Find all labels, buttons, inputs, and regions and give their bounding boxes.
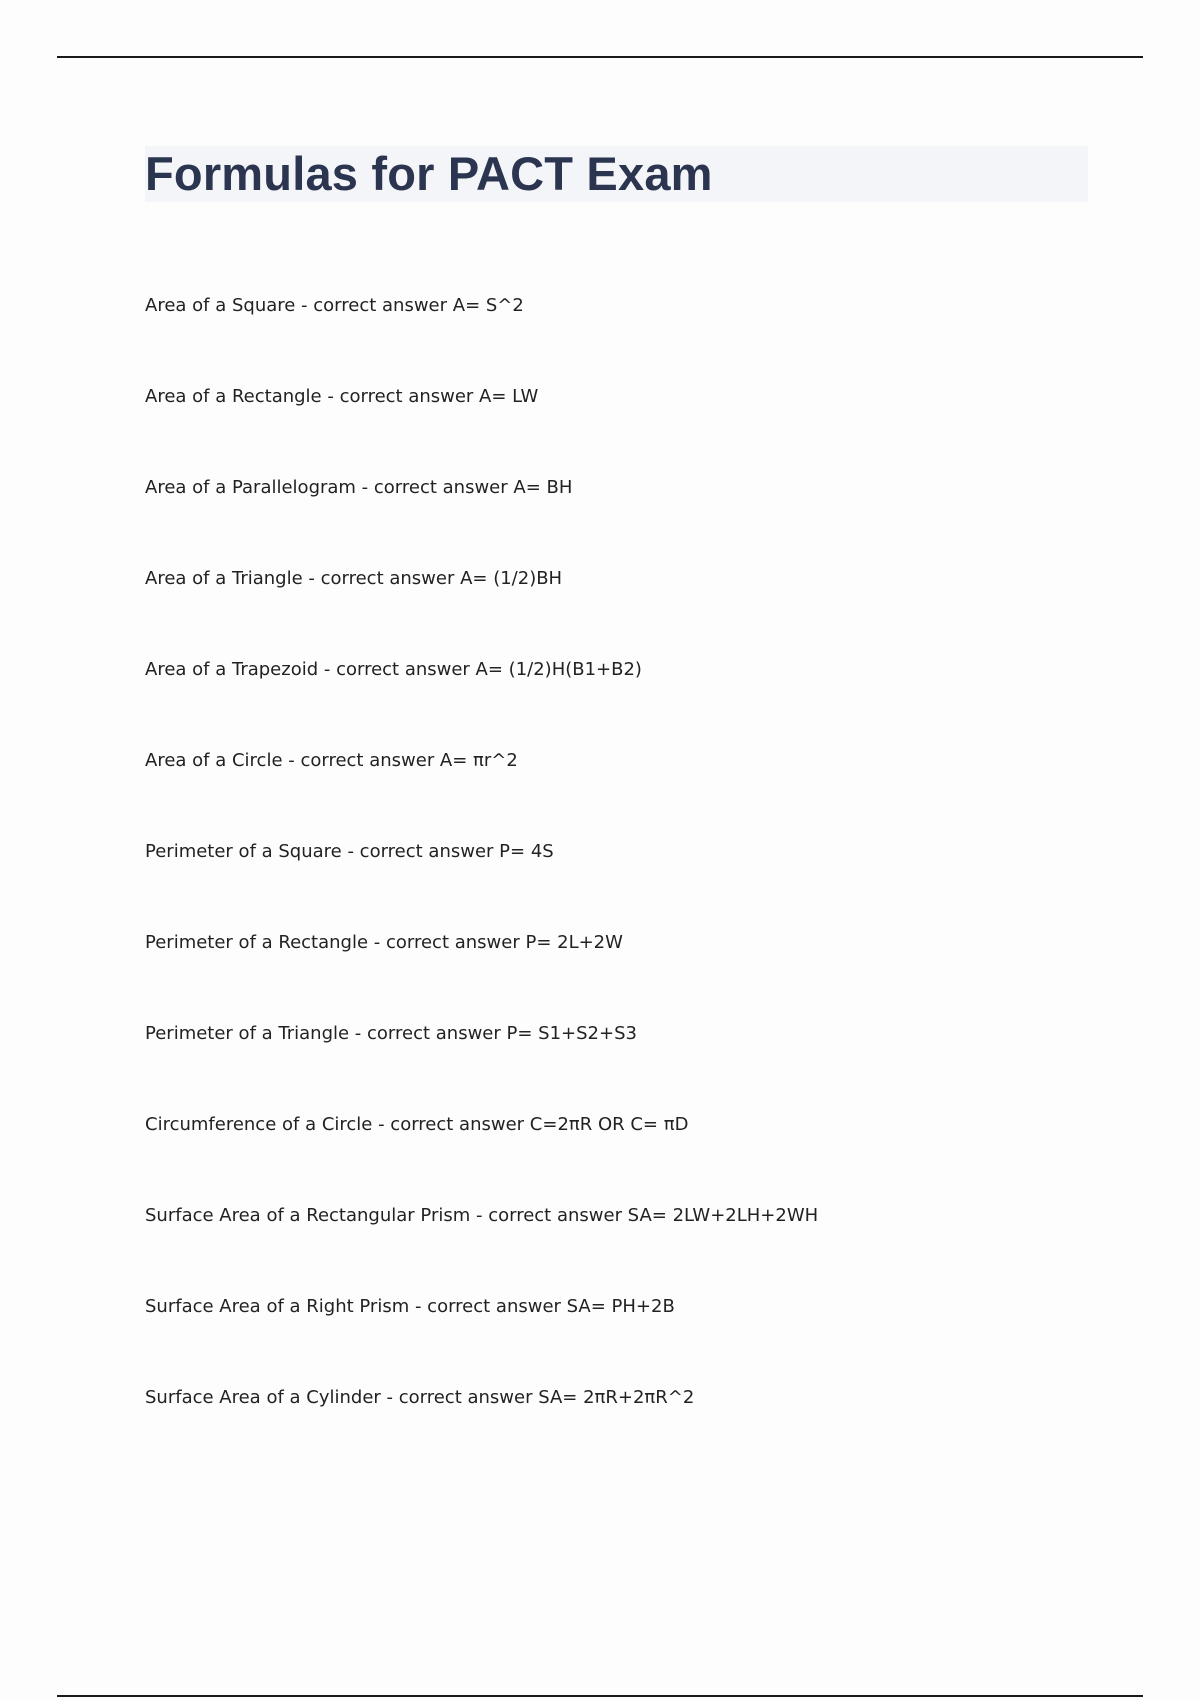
formula-area-trapezoid: Area of a Trapezoid - correct answer A= (1/2)H(B1+B2) <box>145 659 642 680</box>
formula-surface-area-right-prism: Surface Area of a Right Prism - correct answer SA= PH+2B <box>145 1296 675 1317</box>
formula-area-square: Area of a Square - correct answer A= S^2 <box>145 295 524 316</box>
formula-area-circle: Area of a Circle - correct answer A= πr^2 <box>145 750 518 771</box>
page-title: Formulas for PACT Exam <box>145 147 713 200</box>
bottom-rule <box>57 1695 1143 1697</box>
formula-perimeter-square: Perimeter of a Square - correct answer P= 4S <box>145 841 554 862</box>
top-rule <box>57 56 1143 58</box>
formula-area-rectangle: Area of a Rectangle - correct answer A= LW <box>145 386 539 407</box>
formula-perimeter-rectangle: Perimeter of a Rectangle - correct answer P= 2L+2W <box>145 932 623 953</box>
formula-list <box>145 292 1105 1475</box>
formula-surface-area-rectangular-prism: Surface Area of a Rectangular Prism - correct answer SA= 2LW+2LH+2WH <box>145 1205 819 1226</box>
formula-circumference-circle: Circumference of a Circle - correct answer C=2πR OR C= πD <box>145 1114 689 1135</box>
formula-area-triangle: Area of a Triangle - correct answer A= (1/2)BH <box>145 568 563 589</box>
formula-area-parallelogram: Area of a Parallelogram - correct answer A= BH <box>145 477 573 498</box>
formula-perimeter-triangle: Perimeter of a Triangle - correct answer P= S1+S2+S3 <box>145 1023 637 1044</box>
formula-surface-area-cylinder: Surface Area of a Cylinder - correct answer SA= 2πR+2πR^2 <box>145 1387 695 1408</box>
